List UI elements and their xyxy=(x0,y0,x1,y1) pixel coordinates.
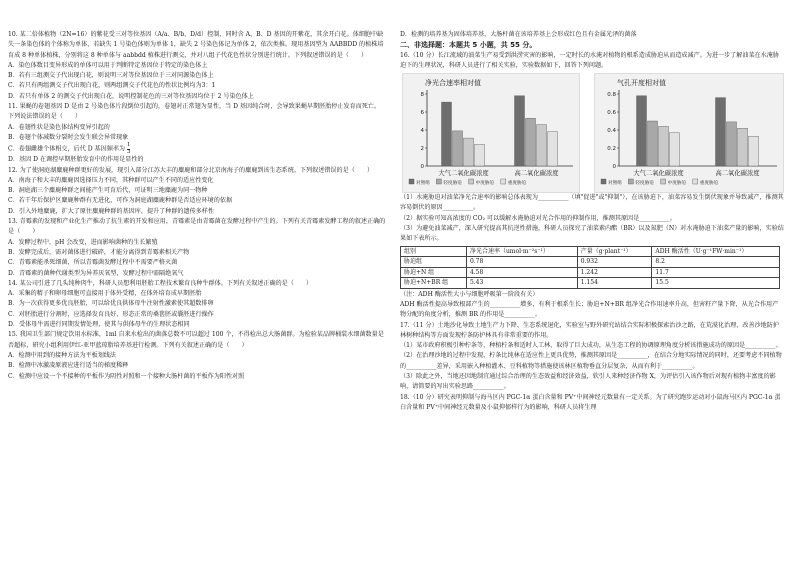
q13-option-b: B．发酵完成后，需对菌体进行破碎，才能分离得到青霉素相关产物 xyxy=(8,248,190,256)
q17-sub3: （3）除此之外，当地还因地制宜通过综合治理的生态效益和经济效益，软引人来种经济作物 X，为评估引入该作物后对现有植物丰富度的影响，请简要的写出实验思路__________。 xyxy=(400,373,776,391)
q17-sub1: （1）某市政府积极引种柠条等，种植柠条和适时人工林，取得了巨大成功，从生态工程的协调原理角度分析该措施成功的原因是__________。 xyxy=(400,342,782,350)
category-label: 大气二氧化碳浓度 xyxy=(633,170,684,178)
y-tick-label: 0.4 xyxy=(607,128,616,135)
q11-stem: 11. 果蝇的卷翅基因 D 是由 2 号染色体片段倒位引起的，卷翅对正常翅为显性，当 D 基因纯合时，会导致果蝇早期胚胎停止发育而死亡。下列说法错误的是（ ） xyxy=(8,103,381,121)
q16-stem: 16.（10 分）长江流域的油菜生产易受到洪涝灾害的影响，一定时长的水淹对植物的根系造成胁迫从而造成减产。为进一步了解油菜在水淹胁迫下的生理状况，科研人员进行了相关实验，实验数据如下，回答下列问题。 xyxy=(400,51,779,69)
q10-option-a: A．染色体数目变异形成的单体可以用于判断特定基因位于特定的染色体上 xyxy=(8,61,208,69)
bar xyxy=(526,118,536,166)
q15-option-a: A．检测中用到的接种方法为平板划线法 xyxy=(8,351,116,359)
q15-option-d: D．检测的培养基为固体培养基，大肠杆菌在该培养基上会形成红色且有金属光泽的菌落 xyxy=(400,31,637,38)
table-header-row xyxy=(401,246,780,257)
bar xyxy=(738,128,748,166)
q10-option-d: D．若只有单体 2 的测交子代出现白花，说明控制花色的三对等位基因均位于 2 号染色体上 xyxy=(8,92,254,100)
bar xyxy=(475,145,485,167)
bar xyxy=(659,127,669,167)
q16-sub2: （2）据实验可知高浓度的 CO₂ 可以缓解水淹胁迫对光合作用的抑制作用，推测其原因是__________。 xyxy=(400,214,676,222)
q16-note: （注：ADH 酶活性大小与细胞呼吸第一阶段有关） xyxy=(400,290,539,298)
table-header-cell: 组别 xyxy=(401,246,467,257)
legend-label: 中度胁迫 xyxy=(475,181,494,187)
q10-option-b: B．若有三组测交子代出现白花，则说明三对等位基因位于三对同源染色体上 xyxy=(8,72,214,80)
q10-option-c: C．若只有两组测交子代出现白花，则两组测交子代花色的性状比例均为3：1 xyxy=(8,82,216,90)
q13-stem: 13. 青霉素的发现和产业化生产推动了抗生素的开发和应用，青霉素是由青霉菌在发酵过程中产生的。下列有关青霉素发酵工程的叙述正确的是（ ） xyxy=(8,218,386,236)
y-tick-label: 0.8 xyxy=(607,92,616,99)
y-tick-label: 2 xyxy=(420,146,424,153)
table-header-cell: ADH 酶活性（U·g⁻¹FW·min⁻¹） xyxy=(652,246,780,257)
table-cell: 5.43 xyxy=(466,278,577,289)
bar xyxy=(515,96,525,166)
legend-label: 对照组 xyxy=(608,181,622,187)
table-cell: 1.154 xyxy=(577,278,652,289)
q13-option-a: A．发酵过程中，pH 会改变，进而影响菌种的生长繁殖 xyxy=(8,238,158,246)
section-title: 二、非选择题：本题共 5 小题，共 55 分。 xyxy=(400,41,537,50)
q12-option-d: D．引入外地麋鹿，扩大了原住麋鹿种群的基因库，提升了种群的遗传多样性 xyxy=(8,207,214,215)
table-header-cell: 净光合速率（umol·m⁻²s⁻¹） xyxy=(466,246,577,257)
bar xyxy=(727,122,737,166)
q15-option-c: C．检测中应设一个不接种的平板作为阴性对照和一个接种大肠杆菌的平板作为阳性对照 xyxy=(8,372,245,380)
bar xyxy=(442,102,452,166)
q13-option-c: C．青霉素能杀死细菌，所以青霉菌发酵过程中不需要严格灭菌 xyxy=(8,259,178,267)
fraction-denominator: 3 xyxy=(126,148,131,155)
q14-stem: 14. 某公司引进了几头纯种肉牛，科研人员想利用胚胎工程技术繁育良种牛群体。下列有关叙述正确的是（ ） xyxy=(8,279,313,287)
q16-sub3: （3）为避免油菜减产，深入研究提高其抗逆性措施，科研人员探究了油菜素内酯（BR）以及氮肥（N）对水淹胁迫下油菜产量的影响，实验结果如下表所示。 xyxy=(400,225,784,243)
table-cell: 0.78 xyxy=(466,257,577,268)
category-label: 高二氧化碳浓度 xyxy=(715,170,760,178)
chart-stomata xyxy=(594,73,784,193)
bar xyxy=(548,132,558,166)
chart-photosynthesis-svg xyxy=(403,74,579,192)
left-column xyxy=(8,30,386,382)
table-cell: 胁迫+N 组 xyxy=(401,267,467,278)
legend-swatch xyxy=(409,179,414,184)
bar xyxy=(453,131,463,166)
table-cell: 胁迫组 xyxy=(401,257,467,268)
q12-option-c: C．若干年后保护区麋鹿种群有无进化，可作为洞庭湖麋鹿种群是否适应环境的依据 xyxy=(8,197,233,205)
y-tick-label: 4 xyxy=(420,128,424,135)
legend-swatch xyxy=(501,179,506,184)
legend-swatch xyxy=(436,179,441,184)
q16-figure xyxy=(400,73,784,191)
table-cell: 1.242 xyxy=(577,267,652,278)
q11-option-b: B．卷翅个体减数分裂时会发生联会异常现象 xyxy=(8,133,129,141)
q14-option-c: C．对胚胎进行分割时，应选择发育良好、形态正常的桑葚胚或囊胚进行操作 xyxy=(8,310,214,318)
q11-option-c xyxy=(8,143,386,155)
q12-stem: 12. 为了使洞庭湖麋鹿种群更好的发展，现引入部分江苏大丰的麋鹿和部分北京南海子的麋鹿到该生态系统。下列叙述错误的是（ ） xyxy=(8,166,374,174)
q16-after: ADH 酶活性提高导致根部产生的__________增多，有利于根系生长；胁迫+N+BR 组净光合作用速率升高，但害籽产量下降，从光合作用产物分配的角度分析，推测 BR 的作用是__________。 xyxy=(400,300,779,319)
legend-label: 中度胁迫 xyxy=(667,181,686,187)
q13-option-d: D．青霉素的菌种代谢类型为异养厌氧型，发酵过程中需隔绝氧气 xyxy=(8,269,184,277)
q14-option-a: A．采集的精子和卵母细胞可直接用于体外受精，在体外培育成早期胚胎 xyxy=(8,290,202,298)
legend-label: 轻度胁迫 xyxy=(443,181,462,187)
q10-stem: 10. 某二倍体植物（2N=16）的紫花受三对等位基因（A/a、B/b、D/d）控制，同时含 A、B、D 基因的开紫花，其余开白花。体细胞中缺失一条染色体的个体称为单体，若缺失 1 号染色体则为单体 1，缺失 2 号染色体记为单体 2，依次类推。现用基因型为 AABBDD 的植株培育成 8 种单体植株，分别将这 8 种单体与 aabbdd 植株进行测交，并对八组子代花色性状分别进行统计。下列叙述错误的是（ ） xyxy=(8,31,384,59)
bar xyxy=(537,125,547,166)
fraction-numerator: 1 xyxy=(126,142,131,149)
q12-option-b: B．洞庭湖三个麋鹿种群之间能产生可育后代，可证明三地麋鹿为同一物种 xyxy=(8,187,208,195)
q12-option-a: A．南海子和大丰的麋鹿因选择压力不同，其种群可以产生不同的适应性变化 xyxy=(8,176,214,184)
table-row xyxy=(401,278,780,289)
bar xyxy=(749,136,759,166)
y-tick-label: 0.2 xyxy=(607,146,616,153)
bar xyxy=(670,133,680,166)
chart-title: 净光合速率相对值 xyxy=(425,79,481,88)
y-tick-label: 0 xyxy=(420,164,424,171)
chart-title: 气孔开度相对值 xyxy=(617,79,666,88)
table-cell: 8.2 xyxy=(652,257,780,268)
q11-option-c-text: C．卷翅雌雄个体相交，后代 D 基因频率为 xyxy=(8,145,126,153)
category-label: 大气二氧化碳浓度 xyxy=(438,170,489,178)
table-cell: 15.5 xyxy=(652,278,780,289)
q16-sub1: （1）水淹胁迫对油菜净光合速率的影响总体表现为__________（填"促进"或"抑制"），在该胁迫下，油菜容易发生倒伏现象并导致减产，推测其容易倒伏的原因__________。 xyxy=(400,194,784,212)
q15-option-b: B．检测中冰激凌原液应进行适当的梯度稀释 xyxy=(8,362,129,370)
y-tick-label: 0.6 xyxy=(607,110,616,117)
legend-label: 对照组 xyxy=(416,181,430,187)
table-cell: 4.58 xyxy=(466,267,577,278)
table-cell: 0.932 xyxy=(577,257,652,268)
legend-swatch xyxy=(628,179,633,184)
chart-photosynthesis xyxy=(402,73,580,193)
y-tick-label: 0 xyxy=(612,164,616,171)
bar xyxy=(464,138,474,166)
right-column xyxy=(400,30,784,413)
y-tick-label: 6 xyxy=(420,110,424,117)
legend-swatch xyxy=(661,179,666,184)
q11-option-a: A．卷翅性状是染色体结构变异引起的 xyxy=(8,123,110,131)
legend-label: 重度胁迫 xyxy=(507,181,527,187)
q14-option-b: B．为一次获得更多优良胚胎，可以给优良供体母牛注射性激素使其超数排卵 xyxy=(8,300,214,308)
y-tick-label: 8 xyxy=(420,92,424,99)
legend-swatch xyxy=(469,179,474,184)
q11-option-d: D．基因 D 在调控早期胚胎发育中的作用是显性的 xyxy=(8,156,144,164)
chart-stomata-svg xyxy=(595,74,783,192)
bar xyxy=(716,98,726,166)
q17-sub2: （2）在治理沙地的过程中发现，柠条比纯林在适应性上更具优势，推测其原因是__________，在结合分地实际情况的同时，还要考虑不同植物的__________差异，采用嵌入种植灌木、豆科植物等措施使该林区植物垂直分层复杂，从而有利于__________。 xyxy=(400,352,782,370)
bar xyxy=(637,96,647,166)
table-row xyxy=(401,257,780,268)
q16-table xyxy=(400,246,780,289)
q18-stem: 18.（10 分）研究表明抑制与海马区内 PGC-1α 蛋白含量和 PV⁺中间神经元数量有一定关系。为了研究跑步运动对小鼠海马区内 PGC-1α 蛋白含量和 PV⁺中间神经元数量及小鼠抑郁样行为的影响，科研人员将生理 xyxy=(400,393,781,411)
fraction xyxy=(127,143,131,155)
bar xyxy=(648,121,658,166)
table-row xyxy=(401,267,780,278)
legend-label: 重度胁迫 xyxy=(699,181,719,187)
q14-option-d: D．受体母牛需进行同期发情处理，使其与供体母牛的生理状态相同 xyxy=(8,321,190,329)
legend-swatch xyxy=(601,179,606,184)
table-cell: 胁迫+N+BR 组 xyxy=(401,278,467,289)
q17-stem: 17.（11 分）土地沙化导致土地生产力下降、生态系统退化，实验室与野外研究站结合实际积极探索治沙之路，在荒漠化治理、改善沙地防护林树种结构等方面发现柠条防护林具有非常重要的作用。 xyxy=(400,321,779,339)
table-header-cell: 产量（g·plant⁻¹） xyxy=(577,246,652,257)
category-label: 高二氧化碳浓度 xyxy=(514,170,559,178)
legend-label: 轻度胁迫 xyxy=(635,181,654,187)
table-cell: 11.7 xyxy=(652,267,780,278)
legend-swatch xyxy=(693,179,698,184)
q15-stem: 15. 我国卫生部门规定饮用水标准，1ml 自来水检出的菌落总数不可以超过 100 个，不得检出总大肠菌群。为检验某品牌桶装水细菌数量是否超标，研究小组利用伊红-亚甲蓝琼脂培养基进行检测。下列有关叙述正确的是（ ） xyxy=(8,331,384,349)
